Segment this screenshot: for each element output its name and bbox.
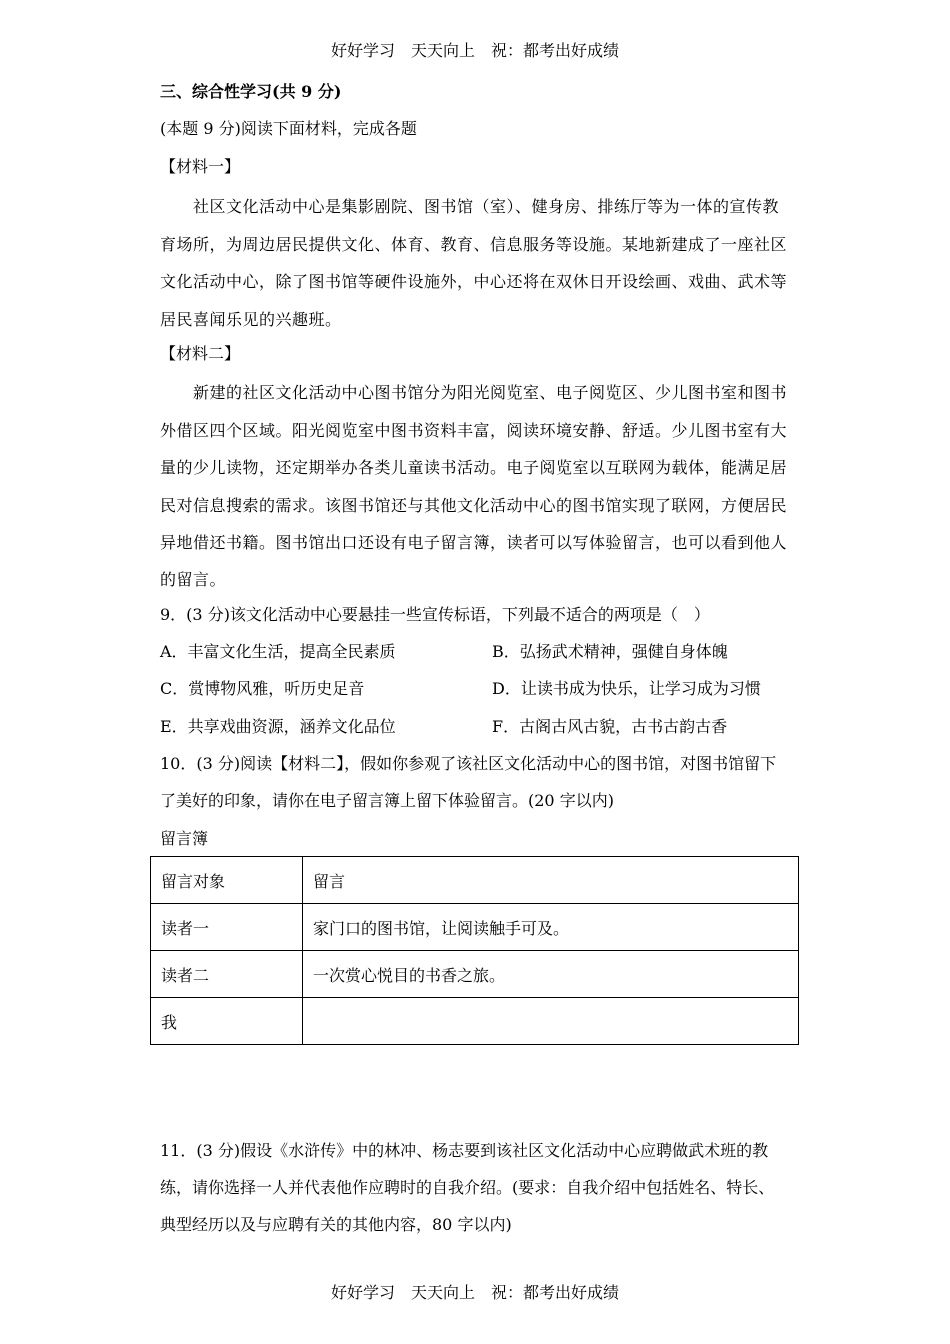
material2-line: 异地借还书籍。图书馆出口还设有电子留言簿，读者可以写体验留言，也可以看到他人 bbox=[160, 533, 788, 552]
table-row bbox=[151, 998, 799, 1045]
q11-stem-line: 典型经历以及与应聘有关的其他内容，80 字以内) bbox=[160, 1215, 512, 1234]
q9-option-b: B．弘扬武术精神，强健自身体魄 bbox=[492, 642, 728, 661]
q9-option-d: D．让读书成为快乐，让学习成为习惯 bbox=[492, 679, 761, 698]
table-cell: 家门口的图书馆，让阅读触手可及。 bbox=[303, 904, 799, 951]
table-cell: 读者二 bbox=[151, 951, 303, 998]
q9-option-f: F．古阁古风古貌，古书古韵古香 bbox=[492, 717, 728, 736]
q9-option-c: C．赏博物风雅，听历史足音 bbox=[160, 679, 365, 698]
table-header-row bbox=[151, 857, 799, 904]
material2-line: 外借区四个区域。阳光阅览室中图书资料丰富，阅读环境安静、舒适。少儿图书室有大 bbox=[160, 421, 788, 440]
guestbook-table bbox=[150, 856, 799, 1045]
material1-line: 社区文化活动中心是集影剧院、图书馆（室）、健身房、排练厅等为一体的宣传教 bbox=[193, 197, 780, 216]
material2-line: 的留言。 bbox=[160, 570, 227, 589]
material2-line: 民对信息搜索的需求。该图书馆还与其他文化活动中心的图书馆实现了联网，方便居民 bbox=[160, 496, 788, 515]
material1-line: 居民喜闻乐见的兴趣班。 bbox=[160, 310, 342, 329]
q9-option-a: A．丰富文化生活，提高全民素质 bbox=[160, 642, 396, 661]
material2-line: 新建的社区文化活动中心图书馆分为阳光阅览室、电子阅览区、少儿图书室和图书 bbox=[193, 383, 788, 402]
intro-text: (本题 9 分)阅读下面材料，完成各题 bbox=[160, 119, 417, 138]
material1-line: 育场所，为周边居民提供文化、体育、教育、信息服务等设施。某地新建成了一座社区 bbox=[160, 235, 788, 254]
q9-option-e: E．共享戏曲资源，涵养文化品位 bbox=[160, 717, 396, 736]
table-row bbox=[151, 904, 799, 951]
section-title: 三、综合性学习(共 9 分) bbox=[160, 82, 342, 101]
page-header: 好好学习 天天向上 祝：都考出好成绩 bbox=[330, 41, 619, 60]
table-cell: 读者一 bbox=[151, 904, 303, 951]
table-cell: 一次赏心悦目的书香之旅。 bbox=[303, 951, 799, 998]
q10-stem-line: 了美好的印象，请你在电子留言簿上留下体验留言。(20 字以内) bbox=[160, 791, 614, 810]
material1-line: 文化活动中心，除了图书馆等硬件设施外，中心还将在双休日开设绘画、戏曲、武术等 bbox=[160, 272, 788, 291]
table-row bbox=[151, 951, 799, 998]
answer-cell[interactable] bbox=[303, 998, 799, 1045]
q11-stem-line: 11．(3 分)假设《水浒传》中的林冲、杨志要到该社区文化活动中心应聘做武术班的教 bbox=[160, 1141, 769, 1160]
q10-stem-line: 10．(3 分)阅读【材料二】，假如你参观了该社区文化活动中心的图书馆，对图书馆留下 bbox=[160, 754, 777, 773]
table-header-cell: 留言 bbox=[303, 857, 799, 904]
page-footer: 好好学习 天天向上 祝：都考出好成绩 bbox=[330, 1283, 619, 1302]
q11-stem-line: 练，请你选择一人并代表他作应聘时的自我介绍。(要求：自我介绍中包括姓名、特长、 bbox=[160, 1178, 775, 1197]
guestbook-title: 留言簿 bbox=[160, 829, 209, 848]
table-cell: 我 bbox=[151, 998, 303, 1045]
material2-label: 【材料二】 bbox=[160, 344, 241, 363]
material2-line: 量的少儿读物，还定期举办各类儿童读书活动。电子阅览室以互联网为载体，能满足居 bbox=[160, 458, 788, 477]
q9-stem: 9．(3 分)该文化活动中心要悬挂一些宣传标语，下列最不适合的两项是（ ） bbox=[160, 605, 710, 624]
table-header-cell: 留言对象 bbox=[151, 857, 303, 904]
material1-label: 【材料一】 bbox=[160, 157, 241, 176]
